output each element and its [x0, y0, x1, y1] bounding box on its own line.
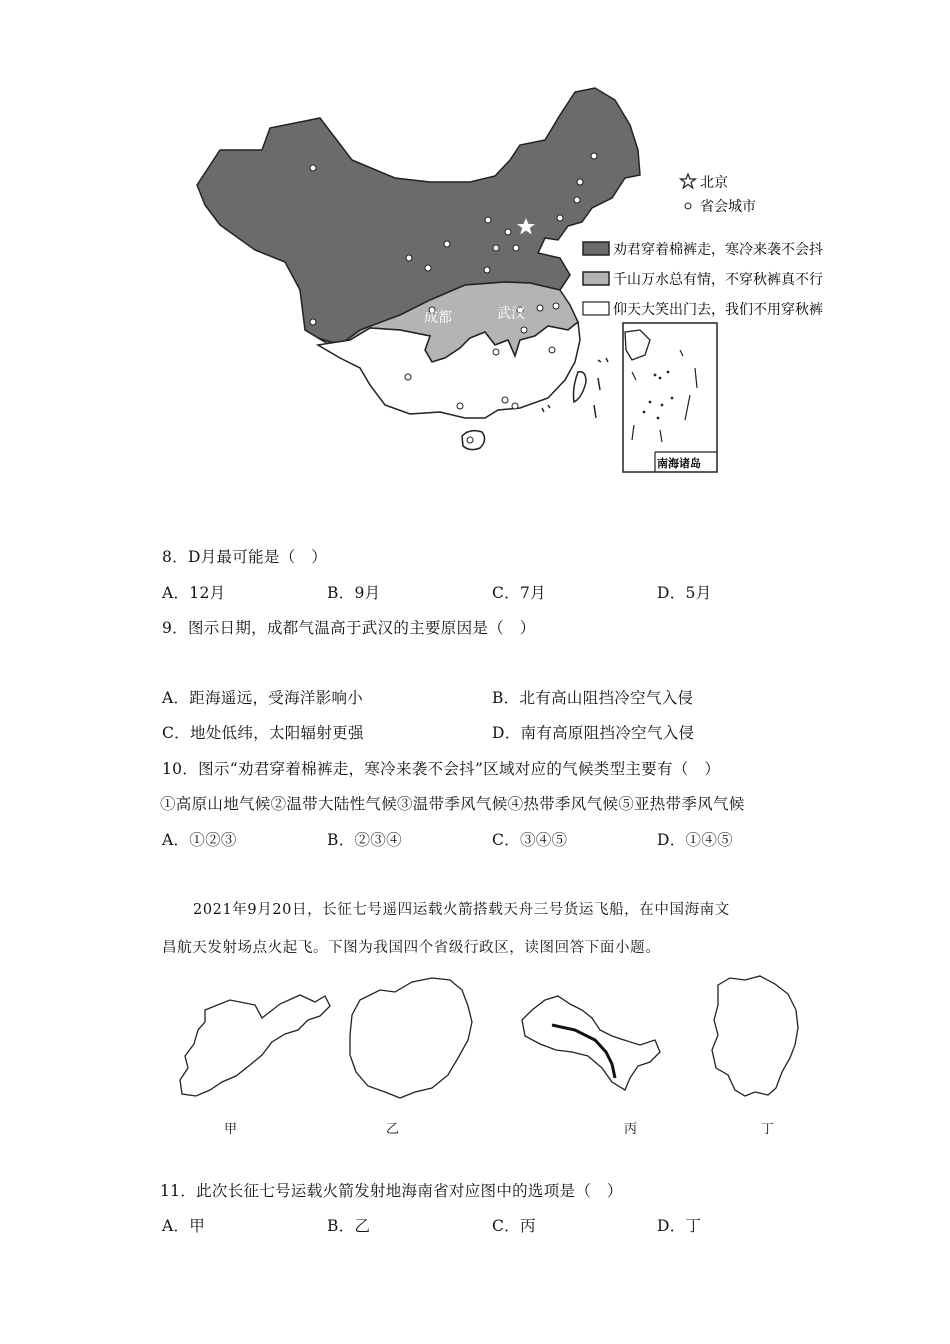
q8-option-c[interactable]: C．7月: [492, 584, 546, 602]
legend-zone-white: 仰天大笑出门去，我们不用穿秋裤: [613, 302, 823, 318]
q11-option-d[interactable]: D．丁: [657, 1217, 702, 1235]
q10-option-b[interactable]: B．②③④: [327, 831, 402, 849]
legend-zone-dark: 劝君穿着棉裤走，寒冷来袭不会抖: [613, 242, 823, 258]
q9-option-c[interactable]: C．地处低纬，太阳辐射更强: [162, 724, 364, 742]
q9-option-d[interactable]: D．南有高原阻挡冷空气入侵: [492, 724, 695, 742]
q10-option-d[interactable]: D．①④⑤: [657, 831, 733, 849]
q8-option-d[interactable]: D．5月: [657, 584, 712, 602]
q9-stem: 9．图示日期，成都气温高于武汉的主要原因是（ ）: [162, 619, 536, 637]
q8-option-b[interactable]: B．9月: [327, 584, 381, 602]
province-yi-outline: [350, 978, 472, 1098]
q8-option-a[interactable]: A．12月: [162, 584, 226, 602]
province-label-yi: 乙: [386, 1122, 400, 1137]
q11-option-c[interactable]: C．丙: [492, 1217, 536, 1235]
legend-zone-light: 千山万水总有情，不穿秋裤真不行: [613, 272, 823, 288]
q9-option-b[interactable]: B．北有高山阻挡冷空气入侵: [492, 689, 694, 707]
q10-option-a[interactable]: A．①②③: [162, 831, 237, 849]
province-bing-outline: [522, 996, 660, 1090]
legend-beijing: 北京: [700, 175, 728, 191]
province-label-ding: 丁: [761, 1122, 775, 1137]
q11-option-b[interactable]: B．乙: [327, 1217, 371, 1235]
city-label-chengdu: 成都: [424, 310, 452, 326]
q11-option-a[interactable]: A．甲: [162, 1217, 206, 1235]
province-ding-outline: [712, 976, 798, 1096]
inset-label: 南海诸岛: [657, 457, 701, 470]
passage-line-2: 昌航天发射场点火起飞。下图为我国四个省级行政区，读图回答下面小题。: [162, 940, 661, 956]
q8-stem: 8．D月最可能是（ ）: [162, 548, 328, 566]
q10-stem: 10．图示“劝君穿着棉裤走，寒冷来袭不会抖”区域对应的气候类型主要有（ ）: [162, 760, 721, 778]
passage-line-1: 2021年9月20日，长征七号遥四运载火箭搭载天舟三号货运飞船，在中国海南文: [193, 902, 730, 918]
province-label-bing: 丙: [624, 1122, 638, 1137]
q9-option-a[interactable]: A．距海遥远，受海洋影响小: [162, 689, 364, 707]
city-label-wuhan: 武汉: [497, 306, 525, 322]
province-label-jia: 甲: [224, 1122, 238, 1137]
legend-capital: 省会城市: [700, 199, 756, 215]
province-jia-outline: [180, 995, 330, 1096]
q10-option-c[interactable]: C．③④⑤: [492, 831, 568, 849]
q11-stem: 11．此次长征七号运载火箭发射地海南省对应图中的选项是（ ）: [160, 1182, 623, 1200]
q10-items: ①高原山地气候②温带大陆性气候③温带季风气候④热带季风气候⑤亚热带季风气候: [160, 795, 745, 813]
